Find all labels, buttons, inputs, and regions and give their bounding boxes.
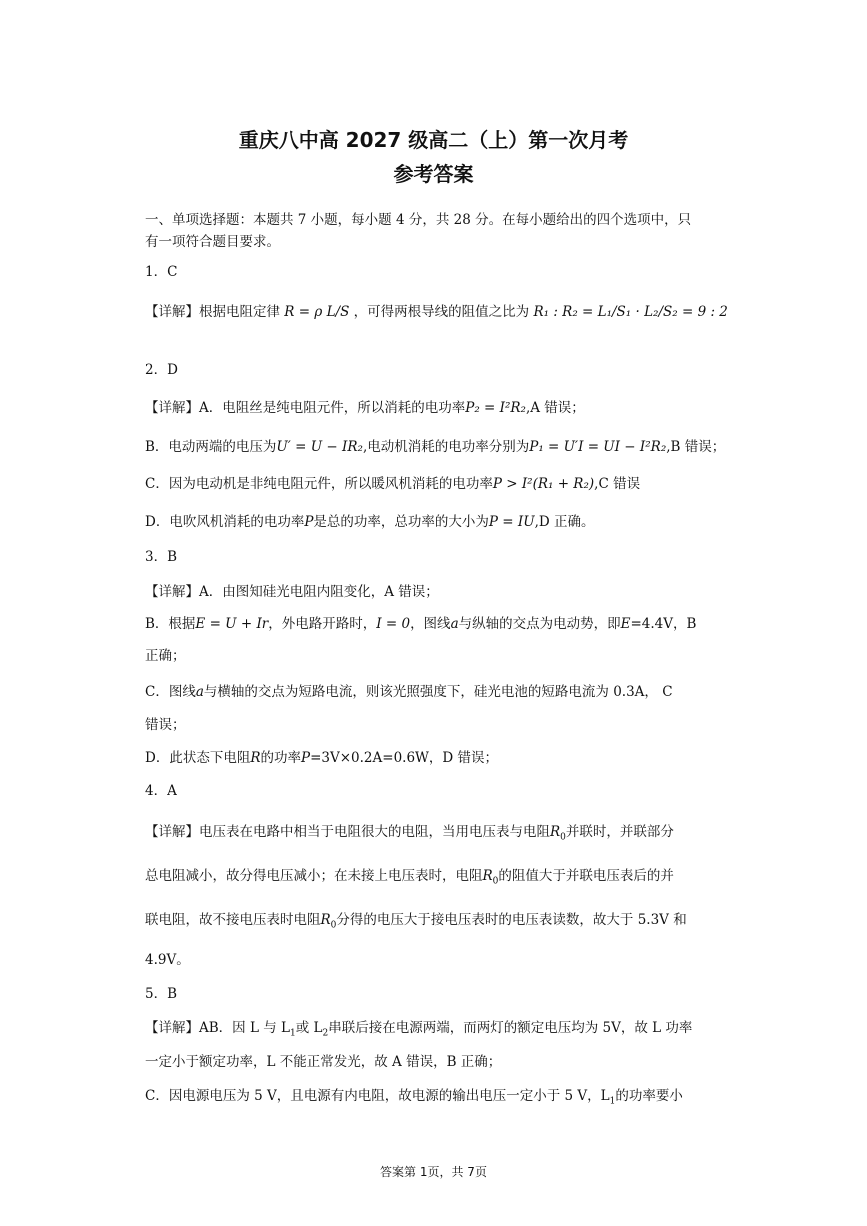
q3-option-d: D．此状态下电阻R的功率P=3V×0.2A=0.6W，D 错误； [145, 750, 499, 766]
q2-option-a: 【详解】A．电阻丝是纯电阻元件，所以消耗的电功率P₂ = I²R₂,A 错误； [145, 400, 585, 416]
q5-number: 5．B [145, 986, 178, 1002]
q2-option-d: D．电吹风机消耗的电功率P是总的功率，总功率的大小为P = IU,D 正确。 [145, 514, 595, 530]
q3-option-c: C．图线a与横轴的交点为短路电流，则该光照强度下，硅光电池的短路电流为 0.3A， C [145, 684, 673, 700]
q1-formula-resistance: R = ρ L/S [284, 304, 350, 320]
q5-line3: C．因电源电压为 5 V，且电源有内电阻，故电源的输出电压一定小于 5 V，$L_1$的功率要小 [145, 1088, 683, 1107]
section-heading: 一、单项选择题：本题共 7 小题，每小题 4 分，共 28 分。在每小题给出的四个选项中，只 [145, 212, 692, 228]
q4-line1: 【详解】电压表在电路中相当于电阻很大的电阻，当用电压表与电阻$R_0$并联时，并联部分 [145, 824, 674, 843]
page-subtitle: 参考答案 [393, 162, 474, 186]
q1-detail: 【详解】根据电阻定律 R = ρ L/S ，可得两根导线的阻值之比为 R₁ : R₂ = L₁/S₁ · L₂/S₂ = 9 : 2 [145, 304, 728, 320]
q4-line2: 总电阻减小，故分得电压减小；在未接上电压表时，电阻$R_0$的阻值大于并联电压表后的并 [145, 868, 674, 887]
q4-line3: 联电阻，故不接电压表时电阻$R_0$分得的电压大于接电压表时的电压表读数，故大于 5.3V 和 [145, 912, 687, 931]
q5-line2: 一定小于额定功率，L 不能正常发光，故 A 错误，B 正确； [145, 1054, 502, 1070]
q3-option-b: B．根据E = U + Ir，外电路开路时，I = 0，图线a与纵轴的交点为电动势，即E=4.4V，B [145, 616, 697, 632]
q3-option-b-cont: 正确； [145, 648, 186, 664]
q4-line4: 4.9V。 [145, 952, 190, 968]
page-footer: 答案第 1页，共 7页 [380, 1165, 487, 1179]
q1-number: 1．C [145, 264, 178, 280]
q3-option-a: 【详解】A．由图知硅光电阻内阻变化，A 错误； [145, 584, 439, 600]
q1-formula-ratio: R₁ : R₂ = L₁/S₁ · L₂/S₂ = 9 : 2 [533, 304, 728, 320]
q2-number: 2．D [145, 362, 178, 378]
q3-number: 3．B [145, 549, 178, 565]
q2-option-b: B．电动两端的电压为U′ = U − IR₂,电动机消耗的电功率分别为P₁ = U′I = UI − I²R₂,B 错误； [145, 439, 726, 455]
q4-number: 4．A [145, 783, 177, 799]
q2-option-c: C．因为电动机是非纯电阻元件，所以暖风机消耗的电功率P > I²(R₁ + R₂),C 错误 [145, 476, 641, 492]
q3-option-c-cont: 错误； [145, 717, 186, 733]
page-title: 重庆八中高 2027 级高二（上）第一次月考 [238, 128, 629, 152]
q5-line1: 【详解】AB．因 L 与 $L_1$或 $L_2$串联后接在电源两端，而两灯的额定电压均为 5V，故 L 功率 [145, 1020, 693, 1039]
section-heading-cont: 有一项符合题目要求。 [145, 234, 280, 250]
